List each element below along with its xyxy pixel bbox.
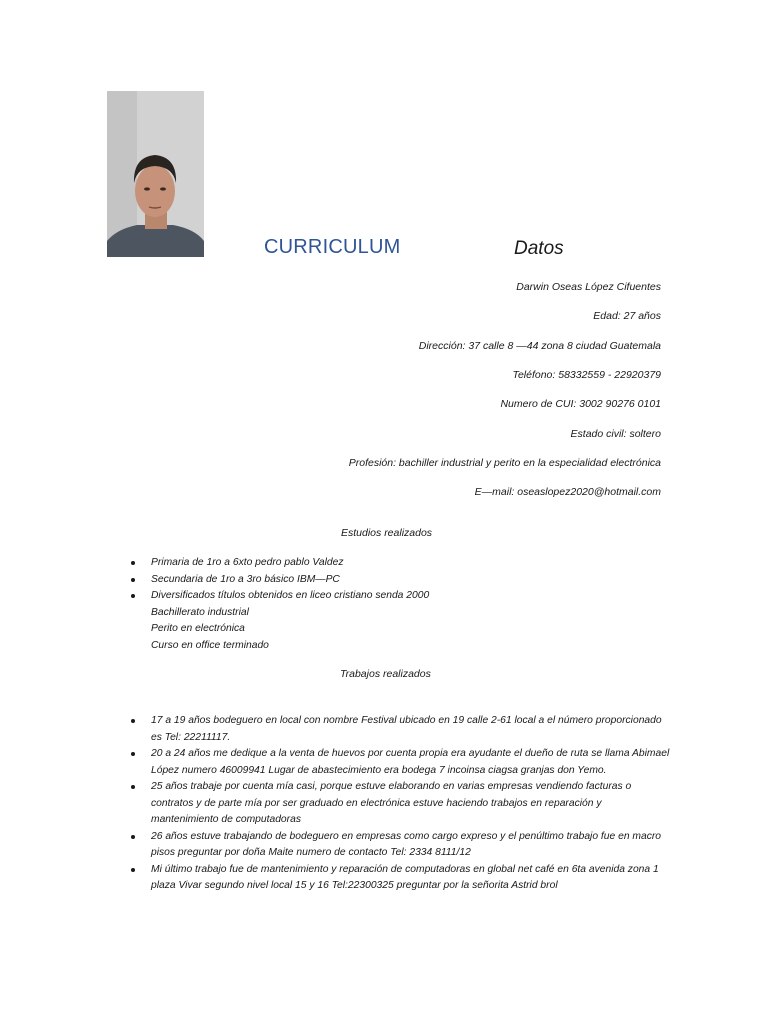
list-subitem: Bachillerato industrial [151, 606, 249, 618]
info-profession: Profesión: bachiller industrial y perito en la especialidad electrónica [348, 457, 661, 469]
datos-heading: Datos [514, 238, 564, 259]
page-title: CURRICULUM [264, 236, 401, 258]
info-email: E—mail: oseaslopez2020@hotmail.com [474, 486, 661, 498]
info-cui: Numero de CUI: 3002 90276 0101 [500, 398, 661, 410]
list-item: Mi último trabajo fue de mantenimiento y reparación de computadoras en global net café en 6ta avenida zona 1 plaza Vivar segundo nivel local 15 y 16 Tel:22300325 preguntar por la señorita Astrid brol [130, 862, 670, 895]
list-item: 26 años estuve trabajando de bodeguero en empresas como cargo expreso y el penúltimo trabajo fue en macro pisos preguntar por doña Maite numero de contacto Tel: 2334 8111/12 [130, 829, 670, 862]
info-phone: Teléfono: 58332559 - 22920379 [512, 369, 661, 381]
list-item: Primaria de 1ro a 6xto pedro pablo Valdez [130, 555, 429, 572]
list-subitem: Curso en office terminado [151, 639, 269, 651]
info-name: Darwin Oseas López Cifuentes [516, 281, 661, 293]
list-item: Diversificados títulos obtenidos en liceo cristiano senda 2000 [130, 588, 429, 605]
jobs-list [130, 713, 670, 895]
list-item: 17 a 19 años bodeguero en local con nombre Festival ubicado en 19 calle 2-61 local a el número proporcionado es Tel: 22211117. [130, 713, 670, 746]
list-item: 25 años trabaje por cuenta mía casi, porque estuve elaborando en varias empresas vendiendo facturas o contratos y de parte mía por ser graduado en electrónica estuve haciendo trabajos en reparación y mantenimiento de computadoras [130, 779, 670, 829]
info-age: Edad: 27 años [593, 310, 661, 322]
person-portrait-icon [107, 91, 204, 257]
list-item: 20 a 24 años me dedique a la venta de huevos por cuenta propia era ayudante el dueño de ruta se llama Abimael López numero 46009941 Lugar de abastecimiento era bodega 7 incoinsa ciagsa granjas don Yemo. [130, 746, 670, 779]
info-address: Dirección: 37 calle 8 —44 zona 8 ciudad Guatemala [418, 340, 661, 352]
list-item: Secundaria de 1ro a 3ro básico IBM—PC [130, 572, 429, 589]
profile-photo [107, 91, 204, 257]
studies-list [130, 555, 429, 654]
list-subitem: Perito en electrónica [151, 623, 245, 634]
studies-heading: Estudios realizados [341, 527, 433, 539]
jobs-heading: Trabajos realizados [340, 668, 431, 680]
info-civil-status: Estado civil: soltero [570, 428, 661, 440]
